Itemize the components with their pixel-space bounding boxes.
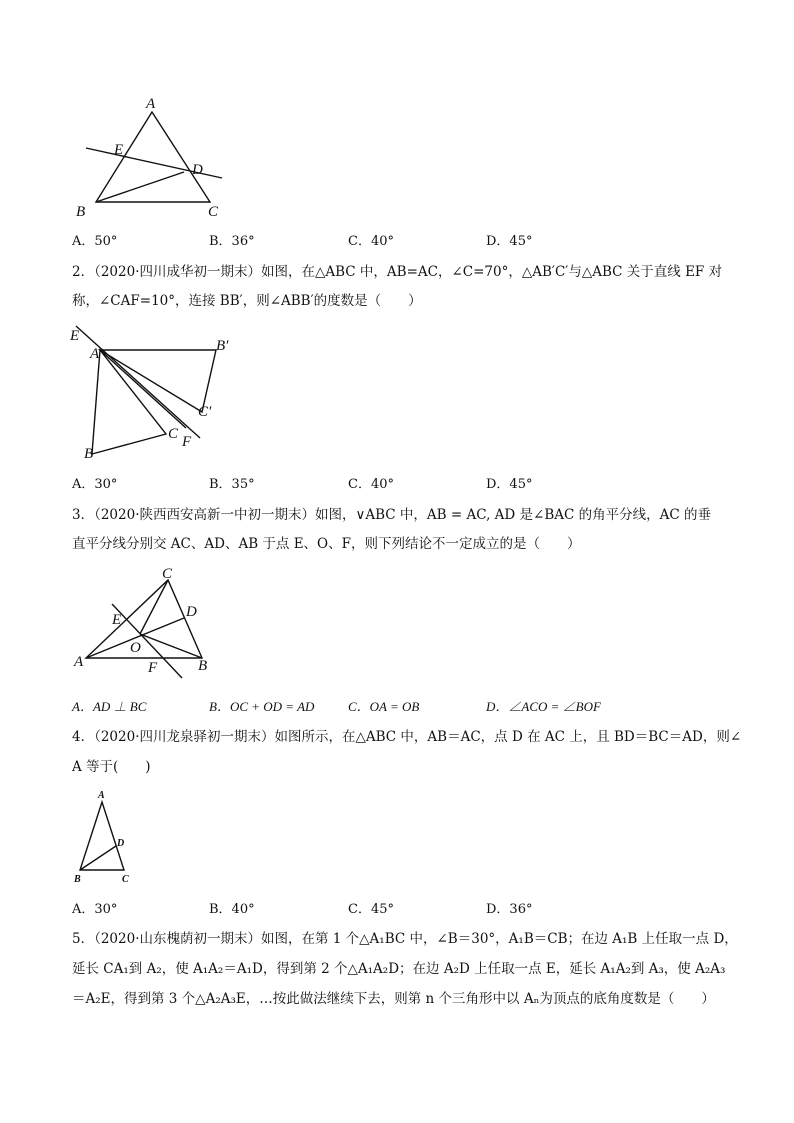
q2-segment-ac-extra xyxy=(100,350,186,428)
q4-figure xyxy=(70,788,140,888)
q3-option-d[interactable]: D．∠ACO = ∠BOF xyxy=(486,699,601,714)
q3-label-c: C xyxy=(162,566,173,582)
q1-label-c: C xyxy=(208,204,219,220)
q2-option-b[interactable]: B．35° xyxy=(209,477,255,492)
q3-label-b: B xyxy=(198,658,208,674)
q3-label-o: O xyxy=(130,640,141,656)
q4-label-a: A xyxy=(98,790,105,801)
q3-label-d: D xyxy=(186,604,197,620)
q4-label-b: B xyxy=(74,874,81,885)
q1-option-d[interactable]: D．45° xyxy=(486,234,533,249)
q1-segment-bd xyxy=(96,172,184,202)
q1-options xyxy=(72,230,712,250)
q4-option-c[interactable]: C．45° xyxy=(348,902,394,917)
q3-triangle-abc xyxy=(86,580,202,658)
q2-label-b2: B′ xyxy=(216,338,229,354)
q3-figure xyxy=(70,566,230,686)
q2-label-b: B xyxy=(84,446,94,462)
q4-triangle-abc xyxy=(80,802,124,870)
q2-label-f: F xyxy=(182,434,192,450)
q2-figure xyxy=(66,318,246,468)
q2-options xyxy=(72,473,712,493)
q4-option-a[interactable]: A．30° xyxy=(72,902,118,917)
q1-label-e: E xyxy=(114,142,124,158)
q4-label-d: D xyxy=(117,838,125,849)
q1-label-a: A xyxy=(146,96,156,112)
q1-option-a[interactable]: A．50° xyxy=(72,234,118,249)
q2-label-c2: C′ xyxy=(198,404,212,420)
q4-label-c: C xyxy=(122,874,129,885)
q4-stem-line1: 4．（2020·四川龙泉驿初一期末）如图所示，在△ABC 中，AB＝AC，点 D 在 AC 上，且 BD＝BC＝AD，则∠ xyxy=(72,729,742,745)
q2-label-e: E xyxy=(70,328,80,344)
q1-option-b[interactable]: B．36° xyxy=(209,234,255,249)
q2-stem-line2: 称，∠CAF=10°，连接 BB′，则∠ABB′的度数是（ ） xyxy=(72,293,422,309)
q2-option-c[interactable]: C．40° xyxy=(348,477,394,492)
q2-option-d[interactable]: D．45° xyxy=(486,477,533,492)
q2-label-a: A xyxy=(90,346,100,362)
q3-label-a: A xyxy=(74,654,84,670)
q3-stem-line1: 3．（2020·陕西西安高新一中初一期末）如图，∨ABC 中，AB = AC, AD 是∠BAC 的角平分线，AC 的垂 xyxy=(72,507,711,523)
q1-figure xyxy=(70,90,250,220)
q4-stem-line2: A 等于( ) xyxy=(72,759,151,775)
q1-option-c[interactable]: C．40° xyxy=(348,234,394,249)
q5-stem-line3: ＝A₂E，得到第 3 个△A₂A₃E，…按此做法继续下去，则第 n 个三角形中以 Aₙ为顶点的底角度数是（ ） xyxy=(72,991,715,1007)
q4-option-b[interactable]: B．40° xyxy=(209,902,255,917)
q4-segment-bd xyxy=(80,846,116,870)
q3-perp-bisector xyxy=(112,604,182,678)
q2-stem-line1: 2．（2020·四川成华初一期末）如图，在△ABC 中，AB=AC，∠C=70°，△AB′C′与△ABC 关于直线 EF 对 xyxy=(72,264,723,280)
q1-label-d: D xyxy=(192,162,203,178)
q3-label-f: F xyxy=(148,660,158,676)
q5-stem-line2: 延长 CA₁到 A₂，使 A₁A₂＝A₁D，得到第 2 个△A₁A₂D；在边 A₂D 上任取一点 E，延长 A₁A₂到 A₃，使 A₂A₃ xyxy=(72,961,726,977)
q3-stem-line2: 直平分线分别交 AC、AD、AB 于点 E、O、F，则下列结论不一定成立的是（ ） xyxy=(72,536,581,552)
q3-label-e: E xyxy=(112,612,122,628)
q5-stem-line1: 5．（2020·山东槐荫初一期末）如图，在第 1 个△A₁BC 中，∠B＝30°，A₁B＝CB；在边 A₁B 上任取一点 D， xyxy=(72,931,738,947)
q3-option-a[interactable]: A．AD ⊥ BC xyxy=(72,699,147,714)
q3-options xyxy=(72,696,712,716)
q4-options xyxy=(72,898,712,918)
q4-option-d[interactable]: D．36° xyxy=(486,902,533,917)
q3-option-b[interactable]: B．OC + OD = AD xyxy=(209,699,315,714)
q1-label-b: B xyxy=(76,204,86,220)
q3-option-c[interactable]: C．OA = OB xyxy=(348,699,420,714)
q2-option-a[interactable]: A．30° xyxy=(72,477,118,492)
q2-triangle-abc xyxy=(92,350,166,454)
q2-label-c: C xyxy=(168,426,179,442)
